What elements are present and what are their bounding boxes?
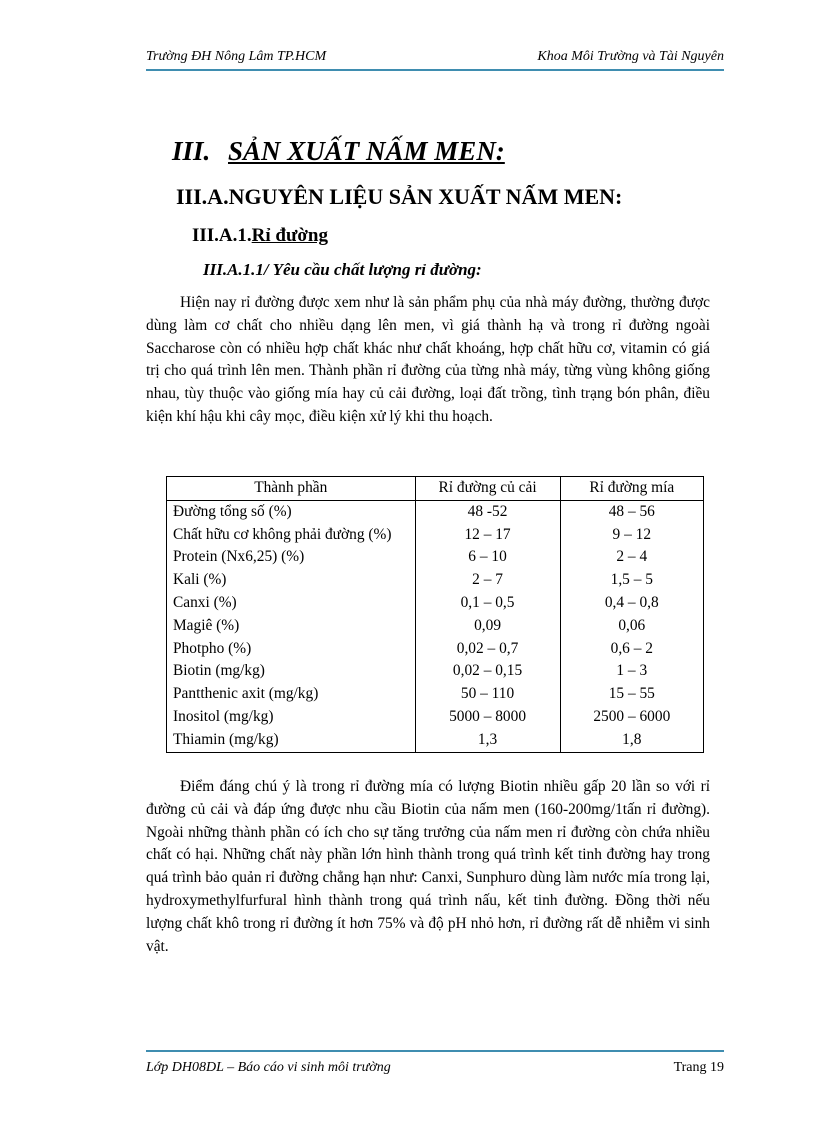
table-cell-component: Biotin (mg/kg) — [167, 660, 416, 683]
heading-quality-requirements: III.A.1.1/ Yêu cầu chất lượng rỉ đường: — [203, 260, 482, 279]
table-cell-component: Protein (Nx6,25) (%) — [167, 546, 416, 569]
table-cell-beet: 6 – 10 — [415, 546, 560, 569]
table-header-row — [167, 477, 704, 501]
footer-divider — [146, 1050, 724, 1052]
paragraph-biotin-note: Điểm đáng chú ý là trong rỉ đường mía có lượng Biotin nhiều gấp 20 lần so với rỉ đường củ cải và đáp ứng được nhu cầu Biotin của nấm men (160-200mg/1tấn rỉ đường). Ngoài những thành phần có ích cho sự tăng trưởng của nấm men rỉ đường còn chứa nhiều chất có hại. Những chất này phần lớn hình thành trong quá trình kết tinh đường hay trong quá trình bảo quản rỉ đường chẳng hạn như: Canxi, Sunphuro dùng làm nước mía trong lại, hydroxymethylfurfural hình thành trong quá trình nấu, kết tinh đường. Đồng thời nếu lượng chất khô trong rỉ đường ít hơn 75% và độ pH nhỏ hơn, rỉ đường rất dễ nhiễm vi sinh vật. — [146, 778, 710, 955]
table-row — [167, 706, 704, 729]
table-cell-beet: 1,3 — [415, 729, 560, 752]
table-cell-cane: 9 – 12 — [560, 524, 703, 547]
subsection-title: NGUYÊN LIỆU SẢN XUẤT NẤM MEN: — [228, 184, 623, 209]
table-cell-cane: 1 – 3 — [560, 660, 703, 683]
table-cell-cane: 0,06 — [560, 615, 703, 638]
table-cell-component: Chất hữu cơ không phải đường (%) — [167, 524, 416, 547]
subsubsection-title: Rỉ đường — [251, 225, 328, 246]
table-cell-cane: 1,5 – 5 — [560, 569, 703, 592]
subsubsection-number: III.A.1. — [192, 225, 252, 246]
table-cell-component: Thiamin (mg/kg) — [167, 729, 416, 752]
table-cell-component: Magiê (%) — [167, 615, 416, 638]
table-cell-beet: 0,02 – 0,15 — [415, 660, 560, 683]
table-cell-beet: 12 – 17 — [415, 524, 560, 547]
table-row — [167, 638, 704, 661]
table-cell-cane: 1,8 — [560, 729, 703, 752]
table-row — [167, 592, 704, 615]
table-row — [167, 546, 704, 569]
table-row — [167, 615, 704, 638]
table-row — [167, 569, 704, 592]
table-cell-cane: 15 – 55 — [560, 683, 703, 706]
header-school: Trường ĐH Nông Lâm TP.HCM — [146, 49, 327, 64]
table-cell-component: Pantthenic axit (mg/kg) — [167, 683, 416, 706]
subsection-number: III.A. — [176, 184, 229, 209]
table-cell-cane: 0,6 – 2 — [560, 638, 703, 661]
table-cell-component: Inositol (mg/kg) — [167, 706, 416, 729]
table-cell-component: Đường tổng số (%) — [167, 500, 416, 523]
table-row — [167, 500, 704, 523]
table-cell-cane: 48 – 56 — [560, 500, 703, 523]
table-cell-beet: 0,09 — [415, 615, 560, 638]
footer-class-report: Lớp DH08DL – Báo cáo vi sinh môi trường — [146, 1060, 391, 1075]
table-cell-component: Kali (%) — [167, 569, 416, 592]
subsection-heading — [176, 184, 622, 210]
table-row — [167, 524, 704, 547]
table-row — [167, 729, 704, 752]
table-cell-beet: 2 – 7 — [415, 569, 560, 592]
page-number: Trang 19 — [673, 1060, 724, 1075]
table-cell-beet: 48 -52 — [415, 500, 560, 523]
table-cell-beet: 0,02 – 0,7 — [415, 638, 560, 661]
section-heading — [172, 136, 505, 167]
section-number: III. — [172, 136, 211, 166]
subsubsection-heading — [192, 225, 328, 247]
header-faculty: Khoa Môi Trường và Tài Nguyên — [537, 49, 724, 64]
table-header-component: Thành phần — [167, 477, 416, 501]
table-cell-component: Photpho (%) — [167, 638, 416, 661]
header-divider — [146, 69, 724, 71]
table-row — [167, 660, 704, 683]
table-cell-beet: 50 – 110 — [415, 683, 560, 706]
table-header-beet: Rỉ đường củ cải — [415, 477, 560, 501]
table-cell-beet: 0,1 – 0,5 — [415, 592, 560, 615]
table-cell-cane: 2500 – 6000 — [560, 706, 703, 729]
section-title: SẢN XUẤT NẤM MEN: — [228, 136, 505, 166]
paragraph-intro: Hiện nay rỉ đường được xem như là sản phẩm phụ của nhà máy đường, thường được dùng làm cơ chất cho nhiều dạng lên men, vì giá thành hạ và trong rỉ đường ngoài Saccharose còn có nhiều hợp chất khác như chất khoáng, hợp chất hữu cơ, vitamin có giá trị cho quá trình lên men. Thành phần rỉ đường của từng nhà máy, từng vùng không giống nhau, tùy thuộc vào giống mía hay củ cải đường, loại đất trồng, tình trạng bón phân, điều kiện khí hậu khi cây mọc, điều kiện xử lý khi thu hoạch. — [146, 294, 710, 425]
table-header-cane: Rỉ đường mía — [560, 477, 703, 501]
table-cell-cane: 0,4 – 0,8 — [560, 592, 703, 615]
table-cell-cane: 2 – 4 — [560, 546, 703, 569]
table-cell-beet: 5000 – 8000 — [415, 706, 560, 729]
table-cell-component: Canxi (%) — [167, 592, 416, 615]
composition-table — [166, 476, 704, 753]
table-row — [167, 683, 704, 706]
